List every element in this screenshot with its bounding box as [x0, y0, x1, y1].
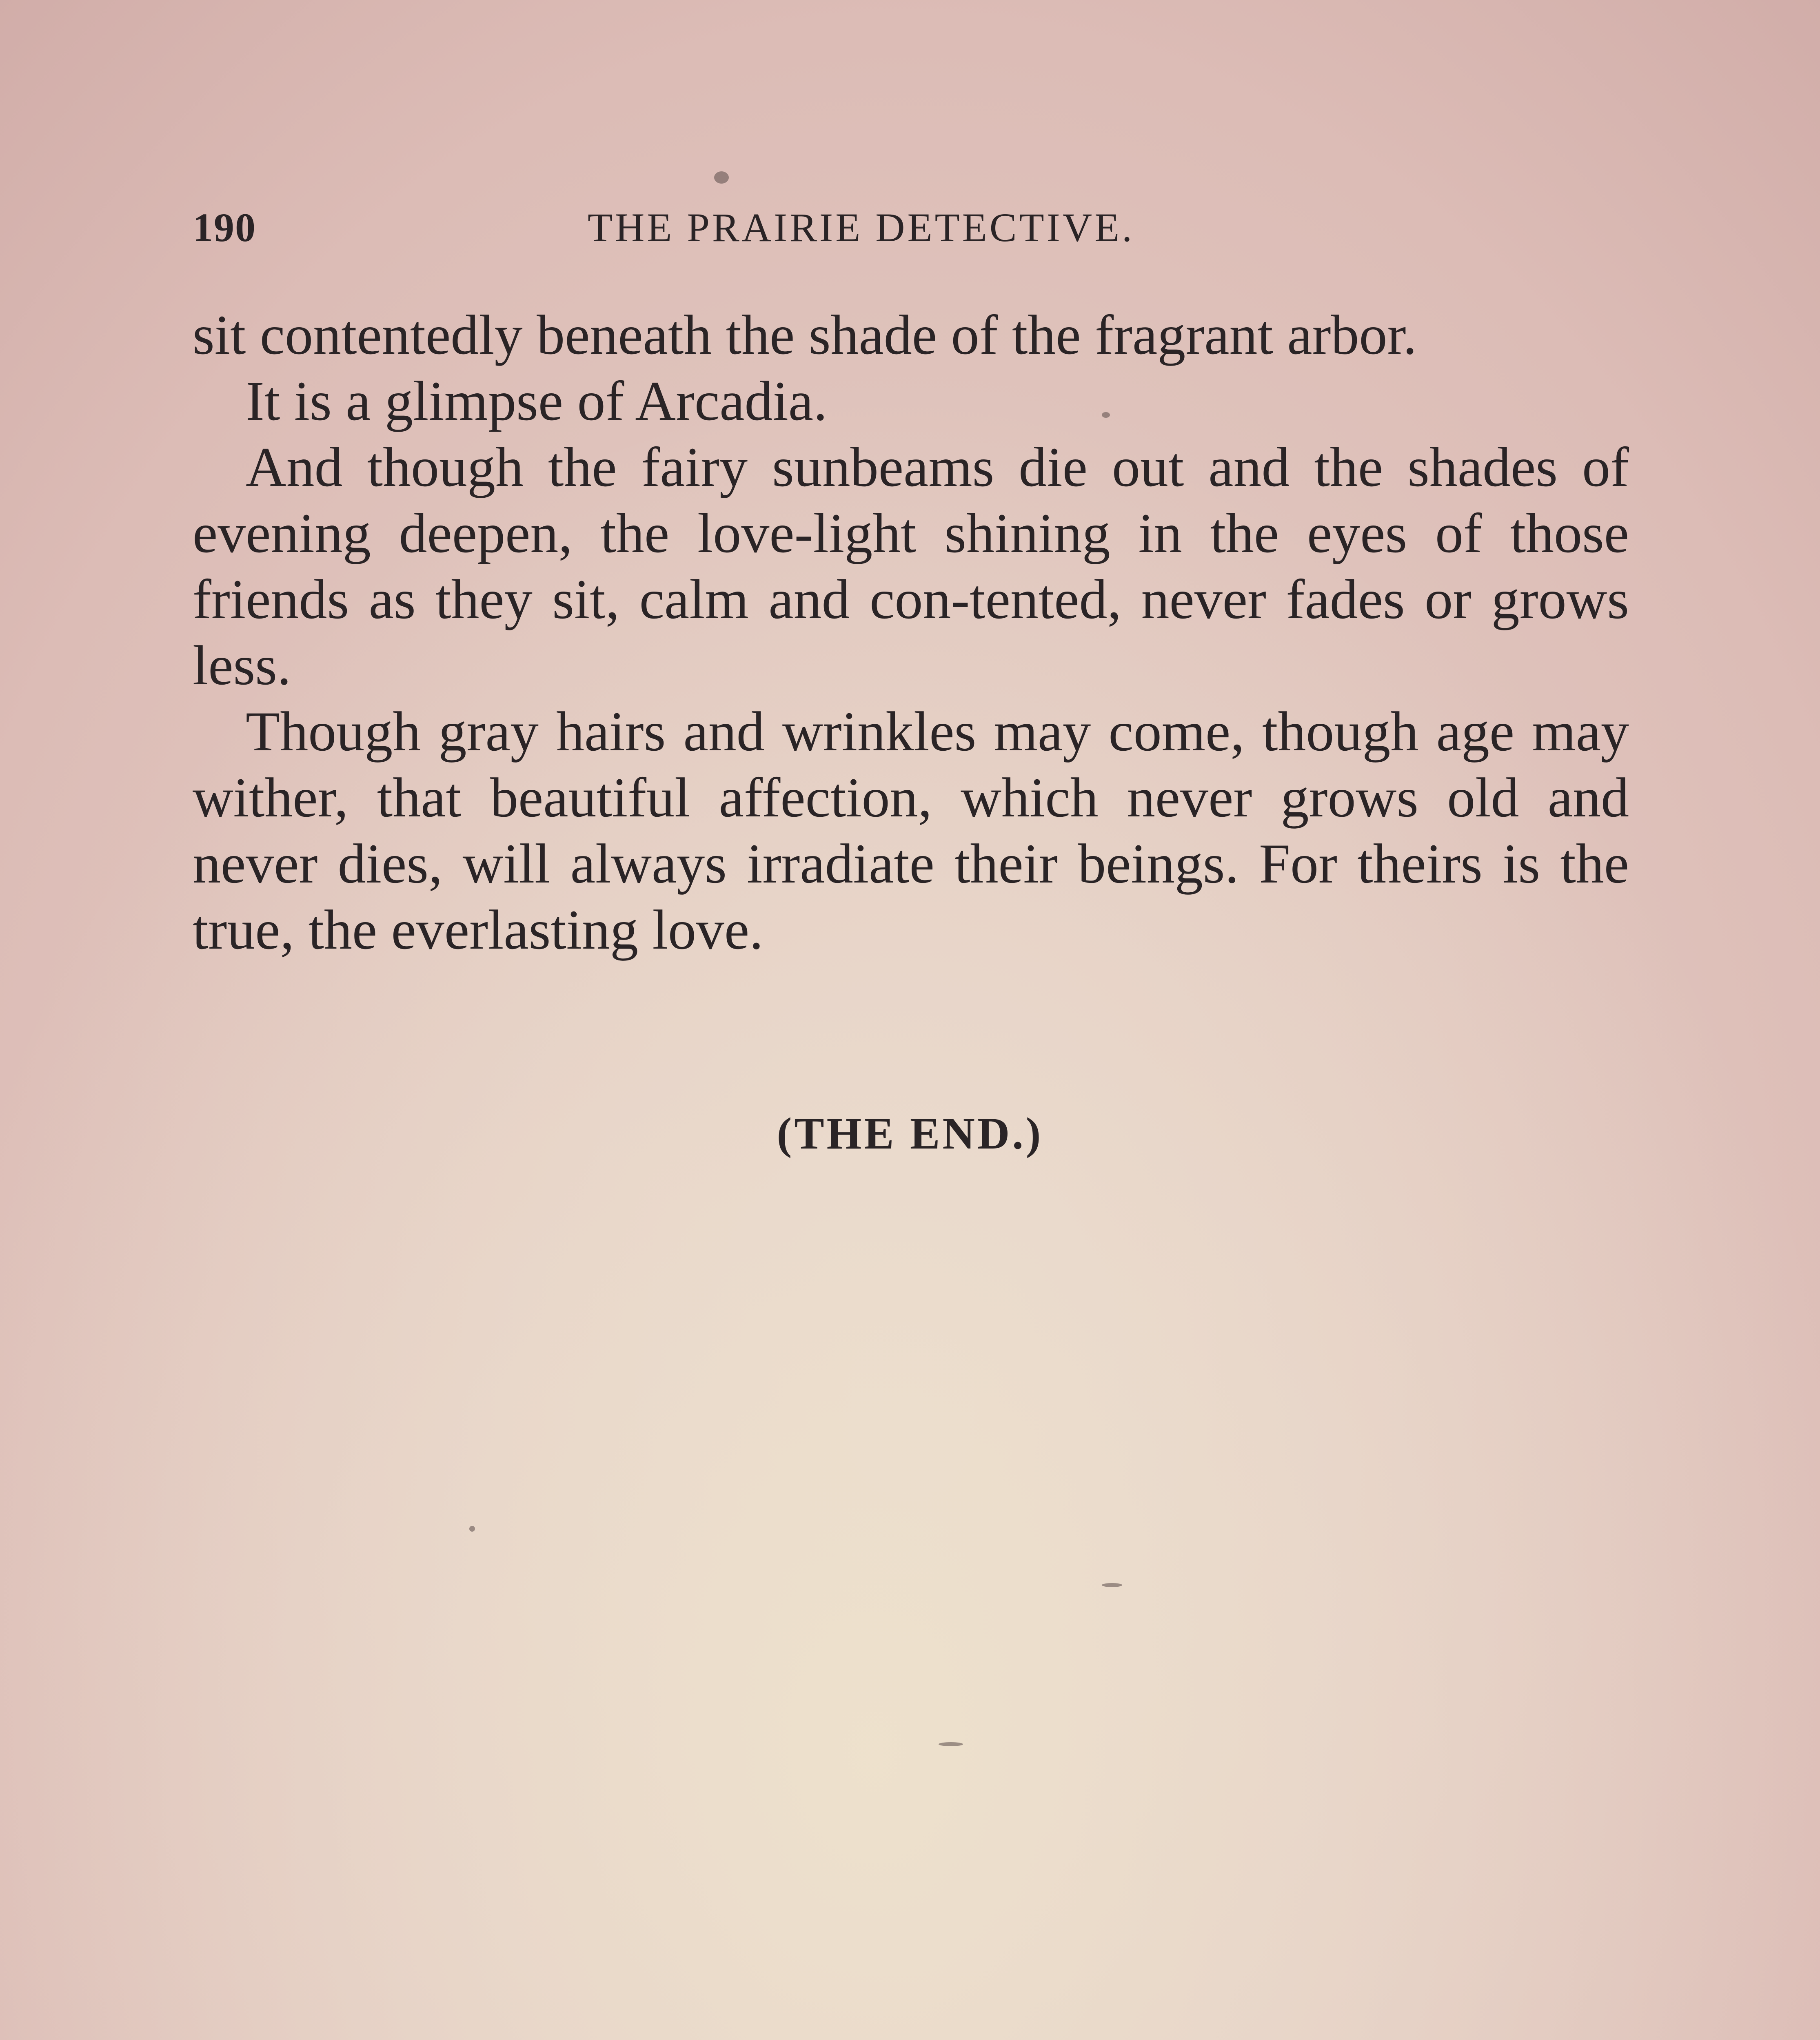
paragraph: And though the fairy sunbeams die out and the shades of evening deepen, the love-light shining in the eyes of those friends as they sit, calm and con-tented, never fades or grows less. [193, 436, 1629, 696]
body-text [193, 302, 1629, 963]
paragraph: Though gray hairs and wrinkles may come, though age may wither, that beautiful affection, which never grows old and never dies, will always irradiate their beings. For theirs is the true, the everlasting love. [193, 700, 1629, 961]
paper-speck [469, 1526, 475, 1532]
page-number: 190 [193, 205, 256, 250]
the-end-marker: (THE END.) [777, 1109, 1043, 1158]
running-head [193, 204, 1629, 261]
paper-speck [1102, 1583, 1122, 1587]
paper-speck [1102, 412, 1110, 418]
paragraph: It is a glimpse of Arcadia. [246, 370, 828, 432]
paper-speck [714, 171, 729, 184]
paper-speck [939, 1742, 963, 1746]
running-title: THE PRAIRIE DETECTIVE. [588, 205, 1135, 250]
paragraph: sit contentedly beneath the shade of the fragrant arbor. [193, 304, 1417, 366]
